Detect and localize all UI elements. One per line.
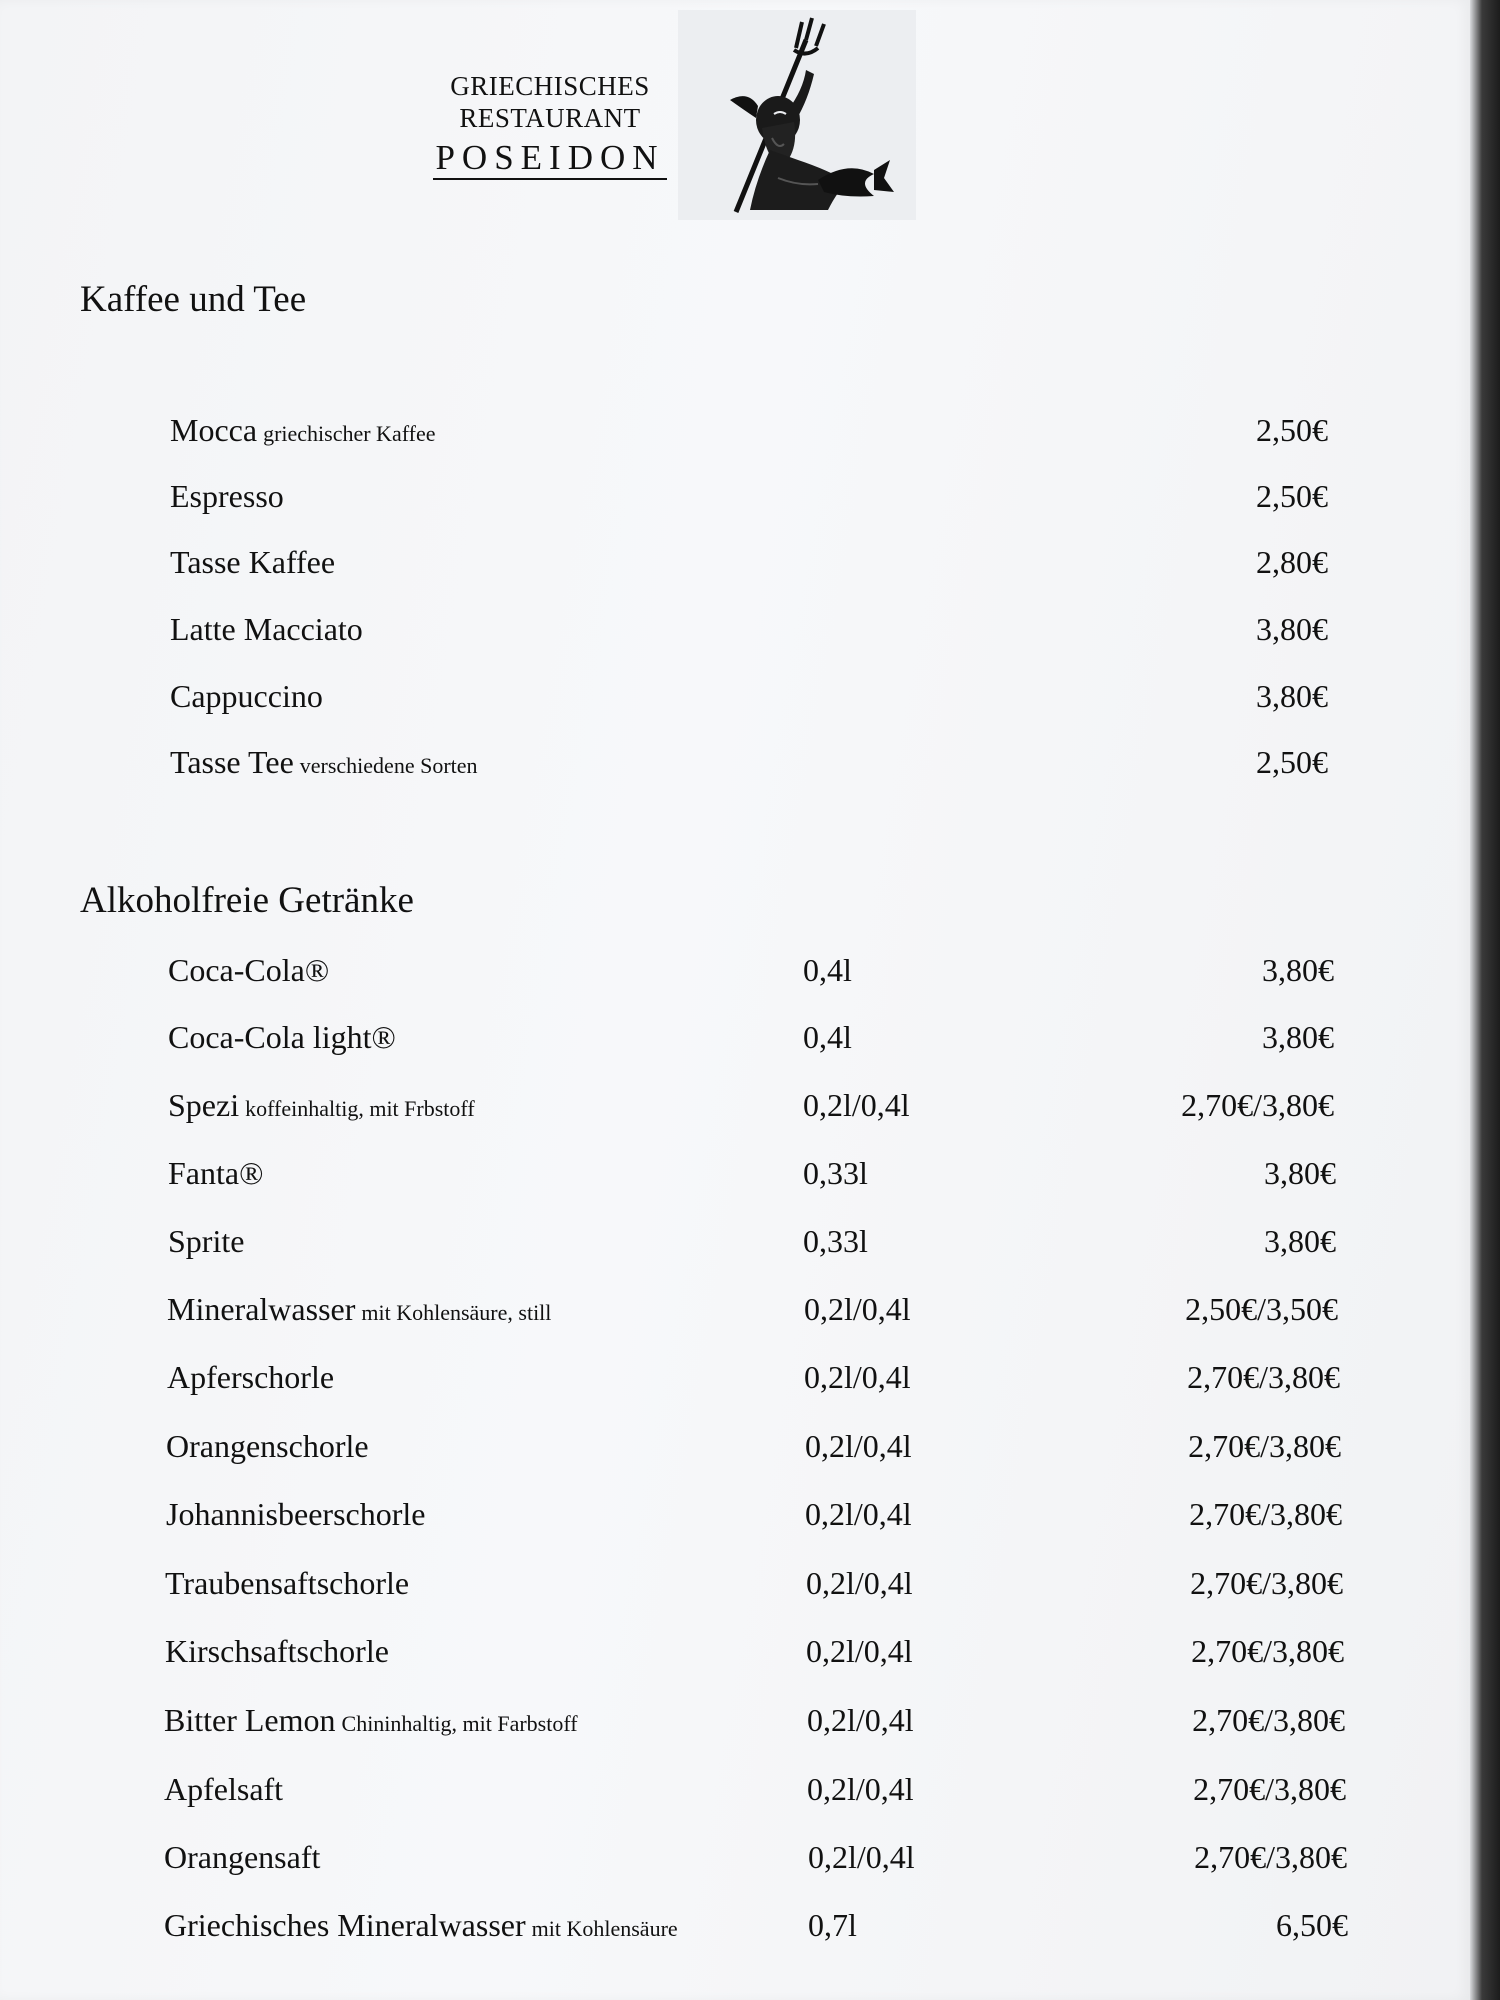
list-item xyxy=(0,1496,1470,1546)
list-item xyxy=(0,611,1470,661)
restaurant-name: POSEIDON xyxy=(433,138,666,180)
item-size: 0,33l xyxy=(803,1223,868,1259)
list-item xyxy=(0,1019,1470,1069)
item-name: Orangenschorle xyxy=(166,1428,369,1464)
item-name: Tasse Kaffee xyxy=(170,544,336,580)
item-name: Sprite xyxy=(168,1223,245,1259)
item-size: 0,2l/0,4l xyxy=(803,1087,910,1123)
item-price: 2,80€ xyxy=(1256,544,1328,580)
list-item xyxy=(0,1565,1470,1615)
list-item xyxy=(0,678,1470,728)
item-price: 2,50€/3,50€ xyxy=(1185,1291,1338,1327)
list-item xyxy=(0,412,1470,462)
item-price: 2,50€ xyxy=(1256,744,1328,780)
item-note: mit Kohlensäure xyxy=(531,1916,678,1941)
list-item xyxy=(0,1428,1470,1478)
item-name: Coca-Cola light® xyxy=(168,1019,396,1055)
item-price: 2,50€ xyxy=(1256,412,1328,448)
binder-edge xyxy=(1470,0,1500,2000)
brand-line-1: GRIECHISCHES xyxy=(450,71,650,101)
list-item xyxy=(0,1155,1470,1205)
item-note: Chininhaltig, mit Farbstoff xyxy=(341,1711,578,1736)
item-name: Orangensaft xyxy=(164,1839,321,1875)
item-name: Spezi xyxy=(168,1087,240,1123)
item-name: Apfelsaft xyxy=(164,1771,284,1807)
brand-line-2: RESTAURANT xyxy=(459,103,641,133)
item-price: 2,70€/3,80€ xyxy=(1192,1702,1345,1738)
item-note: mit Kohlensäure, still xyxy=(361,1300,552,1325)
item-size: 0,2l/0,4l xyxy=(804,1291,911,1327)
item-name: Espresso xyxy=(170,478,284,514)
item-note: griechischer Kaffee xyxy=(263,421,436,446)
item-size: 0,7l xyxy=(808,1907,857,1943)
item-name: Griechisches Mineralwasser xyxy=(164,1907,526,1943)
item-price: 3,80€ xyxy=(1264,1223,1336,1259)
item-price: 2,50€ xyxy=(1256,478,1328,514)
item-price: 3,80€ xyxy=(1262,952,1334,988)
list-item xyxy=(0,1839,1470,1889)
item-size: 0,4l xyxy=(803,1019,852,1055)
list-item xyxy=(0,1087,1470,1137)
item-size: 0,4l xyxy=(803,952,852,988)
item-price: 3,80€ xyxy=(1256,678,1328,714)
item-price: 2,70€/3,80€ xyxy=(1187,1359,1340,1395)
list-item xyxy=(0,1907,1470,1957)
item-name: Tasse Tee xyxy=(170,744,294,780)
item-name: Mineralwasser xyxy=(167,1291,356,1327)
item-name: Apferschorle xyxy=(167,1359,335,1395)
item-price: 2,70€/3,80€ xyxy=(1193,1771,1346,1807)
list-item xyxy=(0,1359,1470,1409)
item-name: Latte Macciato xyxy=(170,611,363,647)
restaurant-brand xyxy=(410,70,690,181)
item-name: Mocca xyxy=(170,412,258,448)
item-name: Fanta® xyxy=(168,1155,264,1191)
list-item xyxy=(0,1223,1470,1273)
item-size: 0,2l/0,4l xyxy=(807,1702,914,1738)
list-item xyxy=(0,744,1470,794)
item-price: 2,70€/3,80€ xyxy=(1190,1565,1343,1601)
list-item xyxy=(0,1702,1470,1752)
item-note: verschiedene Sorten xyxy=(299,753,478,778)
item-size: 0,2l/0,4l xyxy=(806,1565,913,1601)
menu-header xyxy=(0,0,1470,230)
section-title-coffee-tea: Kaffee und Tee xyxy=(80,279,307,320)
item-name: Traubensaftschorle xyxy=(165,1565,410,1601)
item-name: Coca-Cola® xyxy=(168,952,330,988)
item-price: 3,80€ xyxy=(1256,611,1328,647)
list-item xyxy=(0,1633,1470,1683)
item-size: 0,33l xyxy=(803,1155,868,1191)
item-price: 2,70€/3,80€ xyxy=(1194,1839,1347,1875)
item-name: Bitter Lemon xyxy=(164,1702,336,1738)
item-note: koffeinhaltig, mit Frbstoff xyxy=(245,1096,475,1121)
item-price: 2,70€/3,80€ xyxy=(1191,1633,1344,1669)
list-item xyxy=(0,952,1470,1002)
item-name: Cappuccino xyxy=(170,678,323,714)
item-price: 2,70€/3,80€ xyxy=(1188,1428,1341,1464)
item-size: 0,2l/0,4l xyxy=(808,1839,915,1875)
item-size: 0,2l/0,4l xyxy=(804,1359,911,1395)
list-item xyxy=(0,1291,1470,1341)
item-name: Johannisbeerschorle xyxy=(166,1496,426,1532)
poseidon-logo-icon xyxy=(678,10,916,220)
item-size: 0,2l/0,4l xyxy=(806,1633,913,1669)
item-size: 0,2l/0,4l xyxy=(805,1496,912,1532)
item-price: 6,50€ xyxy=(1276,1907,1348,1943)
item-name: Kirschsaftschorle xyxy=(165,1633,389,1669)
item-price: 2,70€/3,80€ xyxy=(1181,1087,1334,1123)
item-price: 3,80€ xyxy=(1264,1155,1336,1191)
item-size: 0,2l/0,4l xyxy=(807,1771,914,1807)
item-price: 3,80€ xyxy=(1262,1019,1334,1055)
list-item xyxy=(0,1771,1470,1821)
item-price: 2,70€/3,80€ xyxy=(1189,1496,1342,1532)
list-item xyxy=(0,478,1470,528)
item-size: 0,2l/0,4l xyxy=(805,1428,912,1464)
list-item xyxy=(0,544,1470,594)
section-title-soft-drinks: Alkoholfreie Getränke xyxy=(80,880,414,921)
